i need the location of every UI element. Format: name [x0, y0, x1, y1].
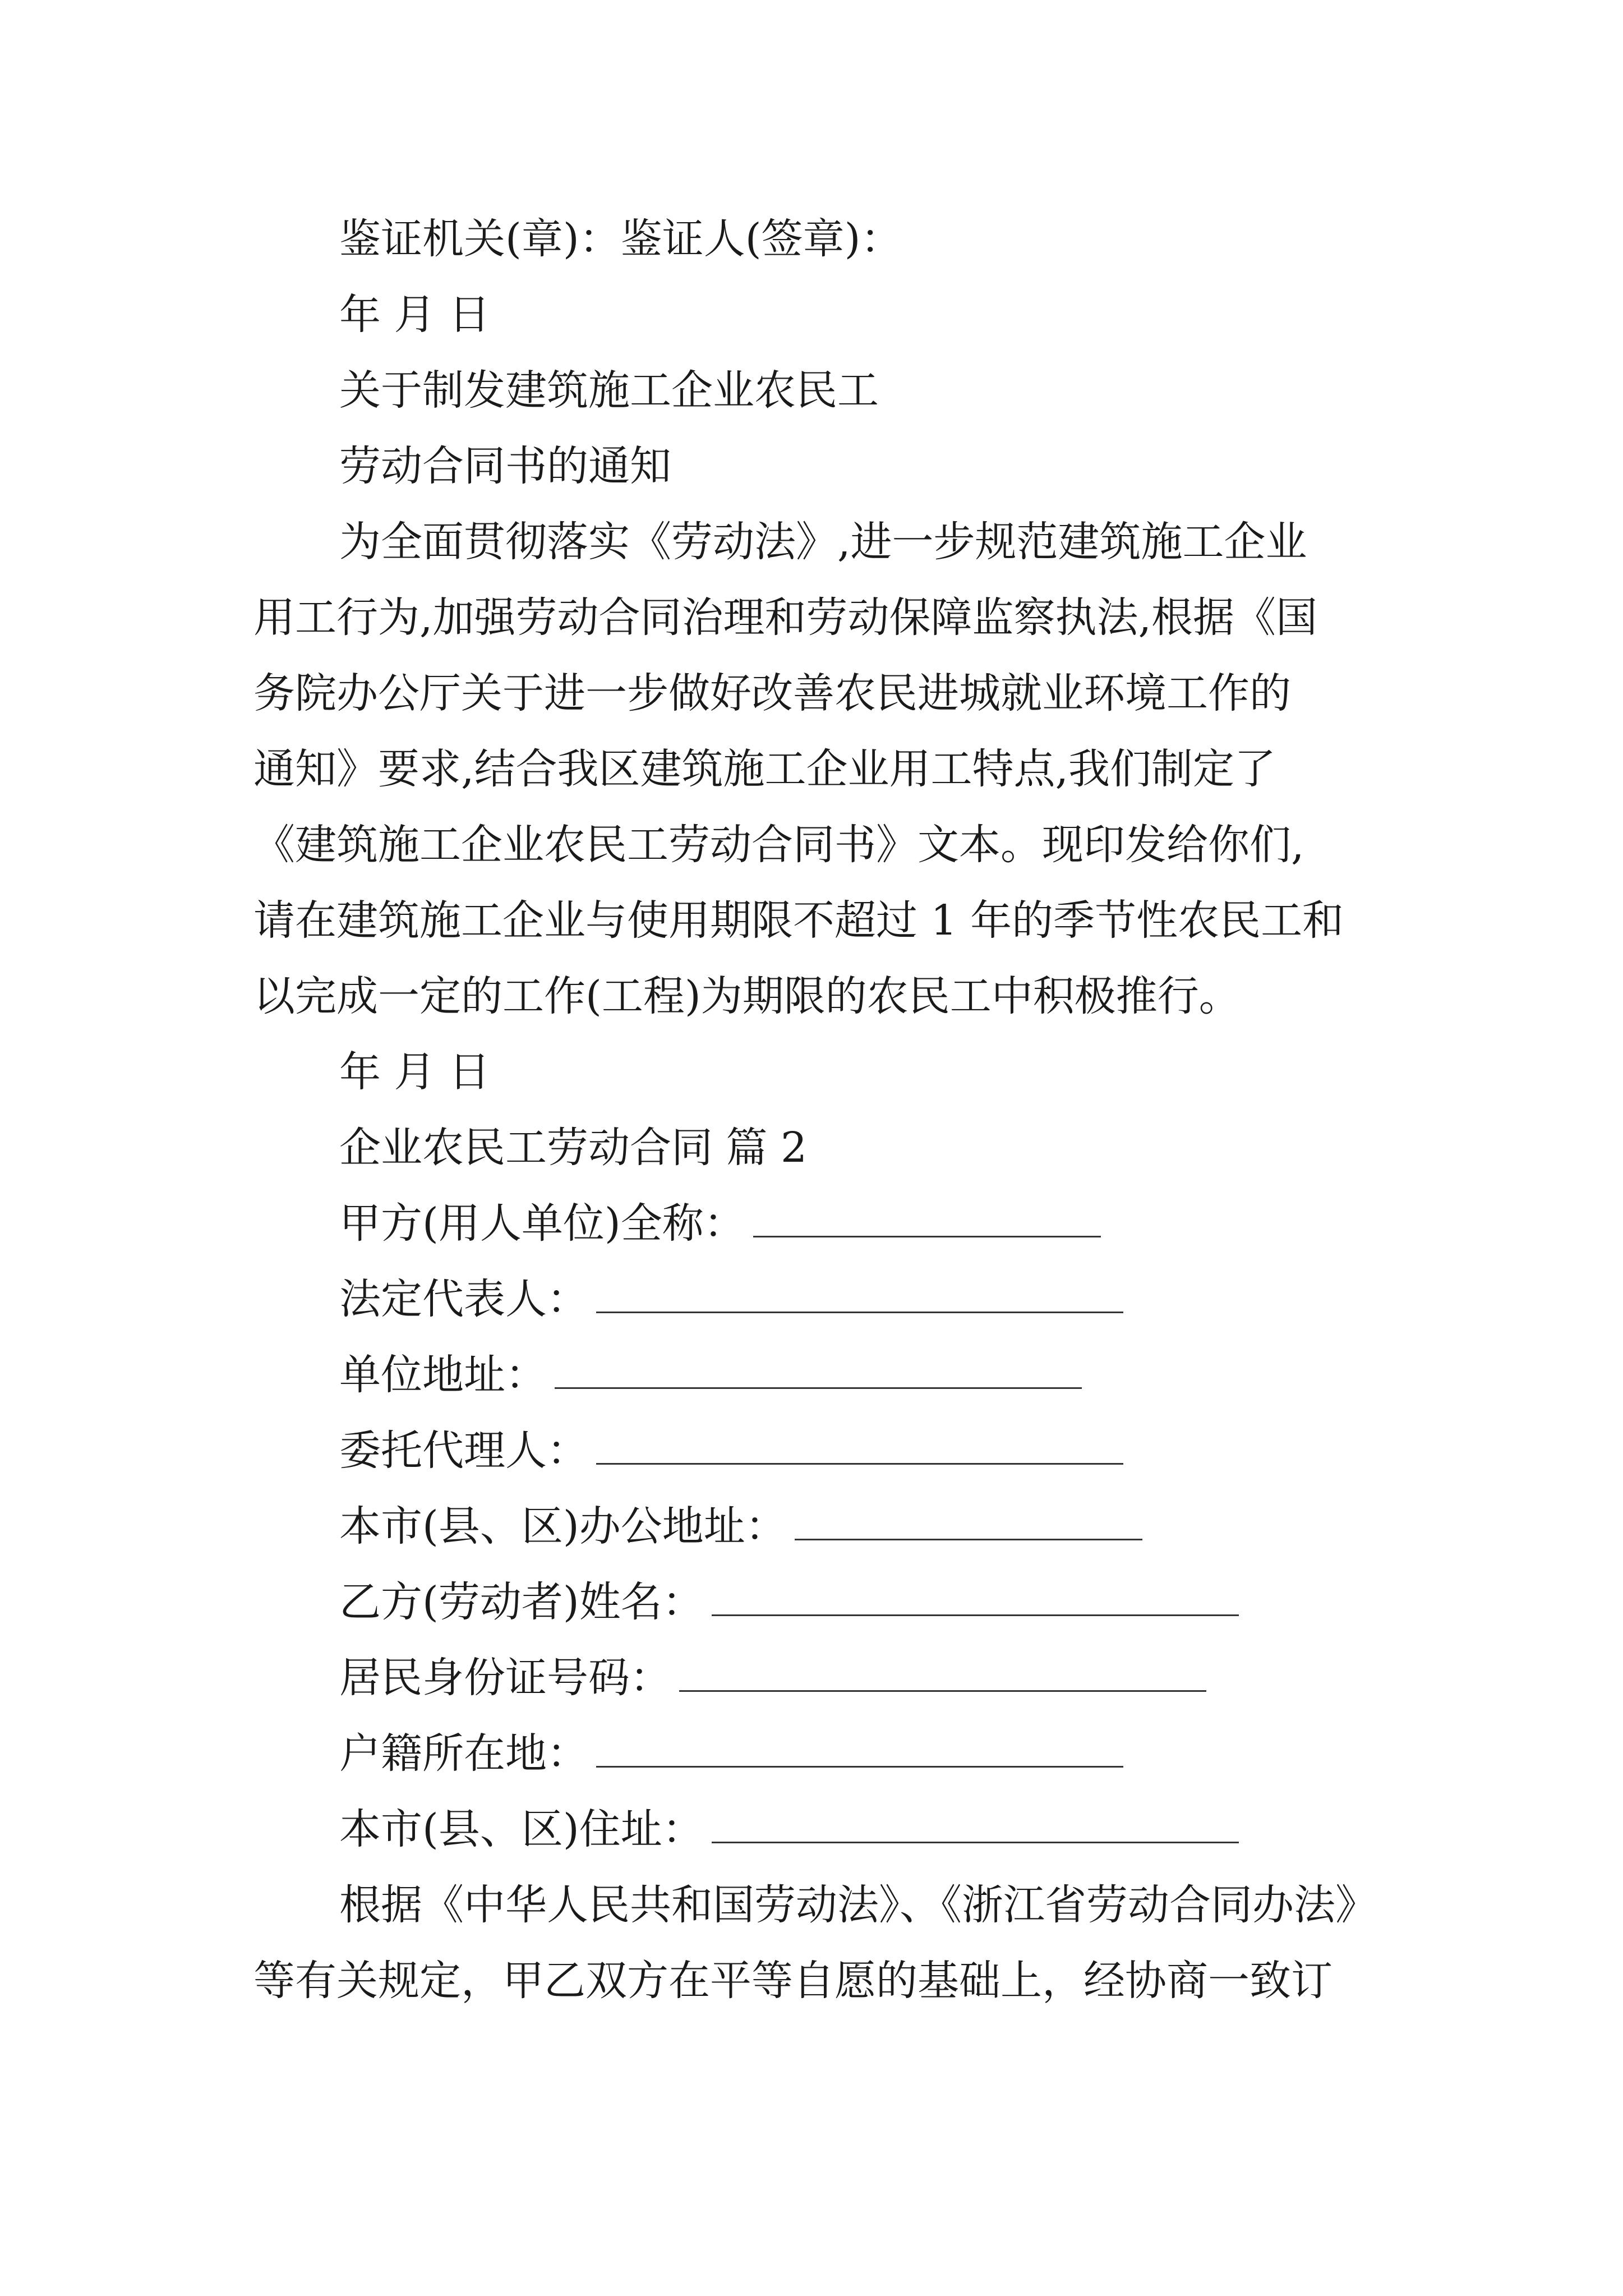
notice-title-line-2: 劳动合同书的通知: [339, 442, 671, 490]
field-blank-line[interactable]: [596, 1308, 1123, 1313]
closing-paragraph-line: 等有关规定，甲乙双方在平等自愿的基础上，经协商一致订: [253, 1957, 1332, 2005]
field-blank-line[interactable]: [679, 1687, 1206, 1692]
field-blank-line[interactable]: [596, 1460, 1123, 1465]
notice-title-line-1: 关于制发建筑施工企业农民工: [339, 366, 879, 415]
field-blank-line[interactable]: [795, 1535, 1142, 1540]
worker-name-field: [339, 1576, 1405, 1628]
local-office-address-field: [339, 1501, 1405, 1552]
field-blank-line[interactable]: [712, 1838, 1239, 1843]
local-residence-field: [339, 1803, 1405, 1855]
field-label: 户籍所在地：: [339, 1729, 588, 1778]
field-label: 法定代表人：: [339, 1275, 588, 1323]
notice-body-line: 《建筑施工企业农民工劳动合同书》文本。现印发给你们,: [253, 821, 1304, 869]
notice-body-line: 务院办公厅关于进一步做好改善农民进城就业环境工作的: [253, 669, 1291, 717]
field-label: 委托代理人：: [339, 1427, 588, 1475]
field-label: 本市(县、区)办公地址：: [339, 1502, 787, 1550]
authorized-agent-field: [339, 1425, 1405, 1476]
field-label: 单位地址：: [339, 1351, 547, 1399]
field-label: 本市(县、区)住址：: [339, 1805, 704, 1853]
legal-representative-field: [339, 1273, 1405, 1325]
seal-signature-line: 鉴证机关(章)：鉴证人(签章)：: [339, 215, 902, 263]
field-label: 乙方(劳动者)姓名：: [339, 1578, 704, 1626]
field-blank-line[interactable]: [555, 1384, 1082, 1389]
household-registration-field: [339, 1728, 1405, 1779]
field-label: 居民身份证号码：: [339, 1654, 671, 1702]
field-blank-line[interactable]: [753, 1232, 1101, 1237]
notice-date-line: 年 月 日: [339, 1048, 491, 1096]
notice-body-line: 通知》要求,结合我区建筑施工企业用工特点,我们制定了: [253, 745, 1276, 793]
notice-body-line: 用工行为,加强劳动合同治理和劳动保障监察执法,根据《国: [253, 593, 1318, 642]
id-number-field: [339, 1652, 1405, 1704]
employer-address-field: [339, 1349, 1405, 1401]
field-label: 甲方(用人单位)全称：: [339, 1199, 745, 1248]
notice-body-line: 请在建筑施工企业与使用期限不超过 1 年的季节性农民工和: [253, 896, 1344, 945]
field-blank-line[interactable]: [712, 1611, 1239, 1616]
notice-body-line: 为全面贯彻落实《劳动法》,进一步规范建筑施工企业: [339, 518, 1307, 566]
field-blank-line[interactable]: [596, 1763, 1123, 1768]
date-line: 年 月 日: [339, 291, 491, 339]
notice-body-line: 以完成一定的工作(工程)为期限的农民工中积极推行。: [253, 972, 1241, 1020]
closing-paragraph-line: 根据《中华人民共和国劳动法》、《浙江省劳动合同办法》: [339, 1881, 1377, 1929]
party-a-name-field: [339, 1198, 1405, 1249]
contract-title: 企业农民工劳动合同 篇 2: [339, 1124, 808, 1172]
